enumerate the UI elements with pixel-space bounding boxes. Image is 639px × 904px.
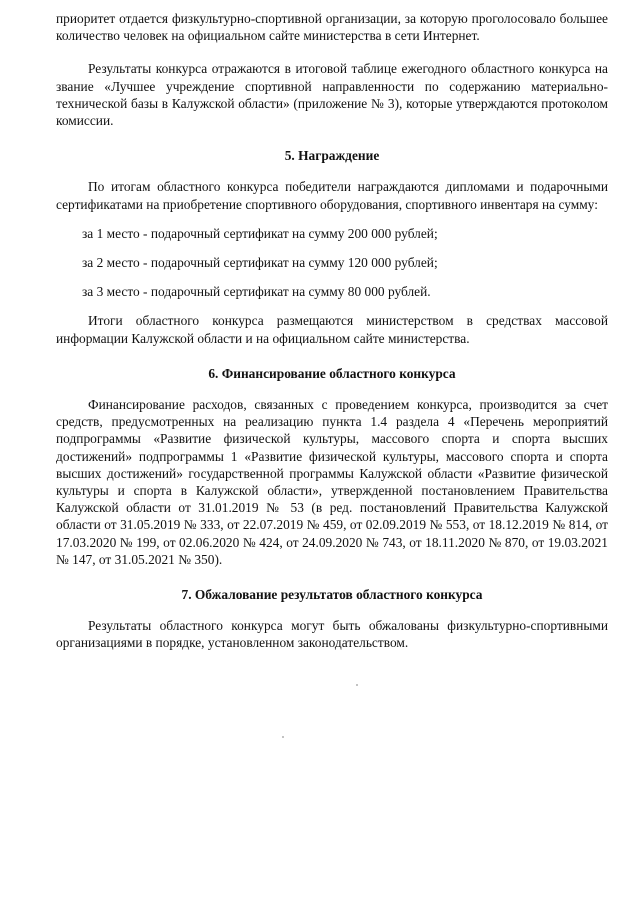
section-5-heading: 5. Награждение bbox=[284, 148, 380, 164]
section-5-results-paragraph: Итоги областного конкурса размещаются министерством в средствах массовой информации Калужской области и на официальном сайте министерства. bbox=[56, 313, 608, 346]
section-7-heading: 7. Обжалование результатов областного конкурса bbox=[181, 587, 483, 603]
paragraph-intro: приоритет отдается физкультурно-спортивной организации, за которую проголосовало большее количество человек на официальном сайте министерства в сети Интернет. bbox=[56, 11, 608, 44]
paragraph-results: Результаты конкурса отражаются в итоговой таблице ежегодного областного конкурса на звание «Лучшее учреждение спортивной направленности по содержанию материально-технической базы в Калужской области» (приложение № 3), которые утверждаются протоколом комиссии. bbox=[56, 61, 608, 129]
section-6-heading: 6. Финансирование областного конкурса bbox=[208, 365, 456, 381]
scan-speck bbox=[356, 684, 358, 686]
document-body bbox=[56, 10, 608, 652]
section-7-paragraph: Результаты областного конкурса могут быть обжалованы физкультурно-спортивными организациями в порядке, установленном законодательством. bbox=[56, 618, 608, 651]
award-third-place: за 3 место - подарочный сертификат на сумму 80 000 рублей. bbox=[82, 284, 431, 300]
section-6-paragraph: Финансирование расходов, связанных с проведением конкурса, производится за счет средств, предусмотренных на реализацию пункта 1.4 раздела 4 «Перечень мероприятий подпрограммы «Развитие физической культуры, массового спорта и спорта высших достижений» подпрограммы 1 «Развитие физической культуры, массового спорта и спорта высших достижений» государственной программы Калужской области «Развитие физической культуры и спорта в Калужской области», утвержденной постановлением Правительства Калужской области от 31.01.2019 № 53 (в ред. постановлений Правительства Калужской области от 31.05.2019 № 333, от 22.07.2019 № 459, от 02.09.2019 № 553, от 18.12.2019 № 814, от 17.03.2020 № 199, от 02.06.2020 № 424, от 24.09.2020 № 743, от 18.11.2020 № 870, от 19.03.2021 № 147, от 31.05.2021 № 350). bbox=[56, 397, 608, 567]
scan-speck bbox=[282, 736, 284, 738]
award-first-place: за 1 место - подарочный сертификат на сумму 200 000 рублей; bbox=[82, 225, 438, 241]
award-second-place: за 2 место - подарочный сертификат на сумму 120 000 рублей; bbox=[82, 255, 438, 271]
section-5-paragraph: По итогам областного конкурса победители награждаются дипломами и подарочными сертификатами на приобретение спортивного оборудования, спортивного инвентаря на сумму: bbox=[56, 179, 608, 212]
